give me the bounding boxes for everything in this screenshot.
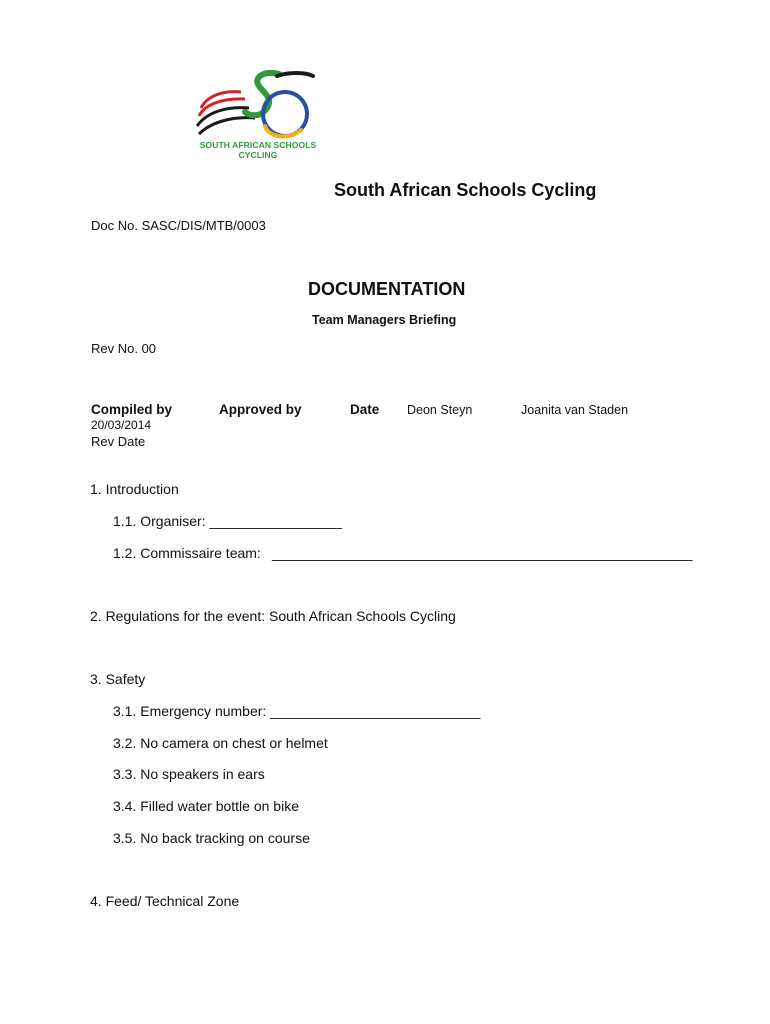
doc-number: Doc No. SASC/DIS/MTB/0003 [91, 218, 266, 233]
section-safety: 3. Safety [90, 671, 146, 687]
section-introduction: 1. Introduction [90, 481, 179, 497]
document-heading: DOCUMENTATION [308, 279, 466, 299]
date-value: 20/03/2014 [91, 418, 152, 432]
compiled-by-label: Compiled by [91, 402, 173, 417]
logo-text-line1: SOUTH AFRICAN SCHOOLS [199, 140, 317, 150]
item-organiser: 1.1. Organiser: _________________ [113, 513, 342, 529]
item-no-back-tracking: 3.5. No back tracking on course [113, 830, 310, 846]
compiled-by-name: Deon Steyn [407, 403, 473, 417]
revision-number: Rev No. 00 [91, 341, 157, 356]
item-no-camera: 3.2. No camera on chest or helmet [113, 735, 328, 751]
item-commissaire-line: ______________________________________________________ [272, 545, 693, 561]
rev-date-label: Rev Date [91, 434, 146, 449]
document-subheading: Team Managers Briefing [312, 313, 457, 327]
approved-by-name: Joanita van Staden [521, 403, 629, 417]
sasc-logo-graphic [193, 68, 323, 142]
item-water-bottle: 3.4. Filled water bottle on bike [113, 798, 299, 814]
page-title: South African Schools Cycling [334, 180, 597, 200]
sasc-logo [193, 68, 323, 164]
item-no-speakers: 3.3. No speakers in ears [113, 766, 265, 782]
item-emergency-number: 3.1. Emergency number: ___________________________ [113, 703, 481, 719]
date-label: Date [350, 402, 380, 417]
section-regulations: 2. Regulations for the event: South African Schools Cycling [90, 608, 456, 624]
section-feed-technical-zone: 4. Feed/ Technical Zone [90, 893, 240, 909]
item-commissaire-label: 1.2. Commissaire team: [113, 545, 261, 561]
approved-by-label: Approved by [219, 402, 302, 417]
logo-text-line2: CYCLING [238, 150, 278, 160]
